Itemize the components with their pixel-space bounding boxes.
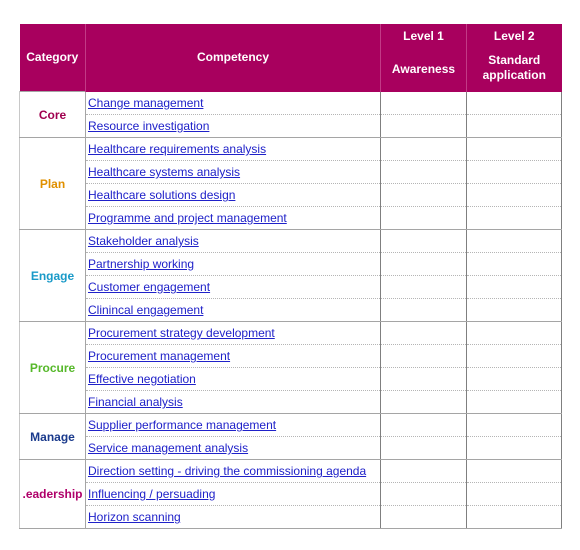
table-row: [20, 483, 562, 506]
level1-cell[interactable]: [381, 230, 467, 253]
table-row: [20, 230, 562, 253]
header-row: [20, 24, 562, 92]
level2-cell[interactable]: [467, 161, 562, 184]
category-label: Plan: [39, 176, 66, 191]
competency-link[interactable]: Effective negotiation: [88, 372, 196, 386]
competency-cell: [86, 276, 381, 299]
table-row: [20, 207, 562, 230]
table-row: [20, 322, 562, 345]
table-row: [20, 92, 562, 115]
level1-cell[interactable]: [381, 437, 467, 460]
competency-cell: [86, 414, 381, 437]
level1-cell[interactable]: [381, 115, 467, 138]
competency-link[interactable]: Programme and project management: [88, 211, 287, 225]
category-cell: [20, 414, 86, 460]
level2-subtitle-line2: application: [482, 68, 546, 83]
level1-cell[interactable]: [381, 414, 467, 437]
table-row: [20, 345, 562, 368]
table-row: [20, 460, 562, 483]
competency-cell: [86, 253, 381, 276]
category-label: Engage: [30, 268, 75, 283]
competency-link[interactable]: Healthcare requirements analysis: [88, 142, 267, 156]
level2-cell[interactable]: [467, 414, 562, 437]
level2-subtitle: [467, 53, 562, 83]
level2-cell[interactable]: [467, 184, 562, 207]
competency-link[interactable]: Service management analysis: [88, 441, 249, 455]
competency-cell: [86, 207, 381, 230]
competency-link[interactable]: Stakeholder analysis: [88, 234, 199, 248]
competency-cell: [86, 322, 381, 345]
level1-header: [381, 24, 467, 92]
level2-cell[interactable]: [467, 276, 562, 299]
competency-link[interactable]: Healthcare solutions design: [88, 188, 236, 202]
competency-link[interactable]: Procurement management: [88, 349, 231, 363]
level1-cell[interactable]: [381, 92, 467, 115]
competency-cell: [86, 506, 381, 529]
category-cell: [20, 138, 86, 230]
level2-cell[interactable]: [467, 230, 562, 253]
competency-header-label: Competency: [196, 50, 270, 65]
competency-link[interactable]: Resource investigation: [88, 119, 210, 133]
table-row: [20, 115, 562, 138]
level2-cell[interactable]: [467, 368, 562, 391]
level1-cell[interactable]: [381, 345, 467, 368]
level2-cell[interactable]: [467, 253, 562, 276]
competency-link[interactable]: Horizon scanning: [88, 510, 181, 524]
table-row: [20, 138, 562, 161]
competency-cell: [86, 437, 381, 460]
level1-title: Level 1: [403, 29, 444, 44]
competency-cell: [86, 161, 381, 184]
level1-cell[interactable]: [381, 207, 467, 230]
table-row: [20, 184, 562, 207]
competency-cell: [86, 460, 381, 483]
competency-link[interactable]: Direction setting - driving the commissioning agenda: [88, 464, 367, 478]
category-label: Core: [38, 107, 67, 122]
table-row: [20, 506, 562, 529]
category-header: [20, 24, 86, 92]
level2-cell[interactable]: [467, 506, 562, 529]
level1-cell[interactable]: [381, 299, 467, 322]
competency-link[interactable]: Clinincal engagement: [88, 303, 204, 317]
table-row: [20, 437, 562, 460]
level1-cell[interactable]: [381, 276, 467, 299]
level2-cell[interactable]: [467, 92, 562, 115]
level1-cell[interactable]: [381, 460, 467, 483]
competency-cell: [86, 184, 381, 207]
table-row: [20, 368, 562, 391]
competency-table: [19, 24, 562, 529]
competency-cell: [86, 483, 381, 506]
level2-title: Level 2: [493, 29, 535, 44]
level2-cell[interactable]: [467, 115, 562, 138]
level1-cell[interactable]: [381, 368, 467, 391]
table-row: [20, 391, 562, 414]
level2-cell[interactable]: [467, 138, 562, 161]
competency-cell: [86, 138, 381, 161]
competency-cell: [86, 299, 381, 322]
competency-body: [20, 92, 562, 529]
category-cell: [20, 460, 86, 529]
category-header-label: Category: [26, 50, 79, 64]
competency-link[interactable]: Change management: [88, 95, 204, 110]
competency-link[interactable]: Customer engagement: [88, 280, 211, 294]
level1-cell[interactable]: [381, 161, 467, 184]
level1-cell[interactable]: [381, 184, 467, 207]
competency-link[interactable]: Influencing / persuading: [88, 487, 216, 501]
category-label: .eadership: [22, 487, 83, 501]
competency-link[interactable]: Procurement strategy development: [88, 326, 275, 340]
competency-cell: [86, 92, 381, 115]
level2-cell[interactable]: [467, 345, 562, 368]
level1-cell[interactable]: [381, 483, 467, 506]
category-label: Procure: [29, 360, 76, 375]
competency-header: [86, 24, 381, 92]
competency-link[interactable]: Partnership working: [88, 257, 195, 271]
level2-cell[interactable]: [467, 460, 562, 483]
level1-cell[interactable]: [381, 506, 467, 529]
table-row: [20, 161, 562, 184]
level2-subtitle-line1: Standard: [488, 53, 541, 68]
level2-cell[interactable]: [467, 483, 562, 506]
category-label: Manage: [30, 429, 75, 444]
level1-cell[interactable]: [381, 391, 467, 414]
level1-cell[interactable]: [381, 138, 467, 161]
competency-cell: [86, 115, 381, 138]
level2-cell[interactable]: [467, 207, 562, 230]
competency-cell: [86, 230, 381, 253]
competency-cell: [86, 345, 381, 368]
competency-sheet: [19, 24, 561, 531]
competency-link[interactable]: Healthcare systems analysis: [88, 165, 241, 179]
competency-link[interactable]: Financial analysis: [88, 395, 183, 409]
table-row: [20, 299, 562, 322]
table-row: [20, 276, 562, 299]
level1-subtitle: Awareness: [391, 62, 456, 77]
level2-cell[interactable]: [467, 391, 562, 414]
level1-cell[interactable]: [381, 322, 467, 345]
competency-cell: [86, 391, 381, 414]
category-cell: [20, 230, 86, 322]
level2-cell[interactable]: [467, 299, 562, 322]
competency-cell: [86, 368, 381, 391]
level2-cell[interactable]: [467, 437, 562, 460]
level1-cell[interactable]: [381, 253, 467, 276]
competency-link[interactable]: Supplier performance management: [88, 418, 277, 432]
level2-header: [467, 24, 562, 92]
level2-cell[interactable]: [467, 322, 562, 345]
table-row: [20, 253, 562, 276]
table-row: [20, 414, 562, 437]
category-cell: [20, 92, 86, 138]
category-cell: [20, 322, 86, 414]
